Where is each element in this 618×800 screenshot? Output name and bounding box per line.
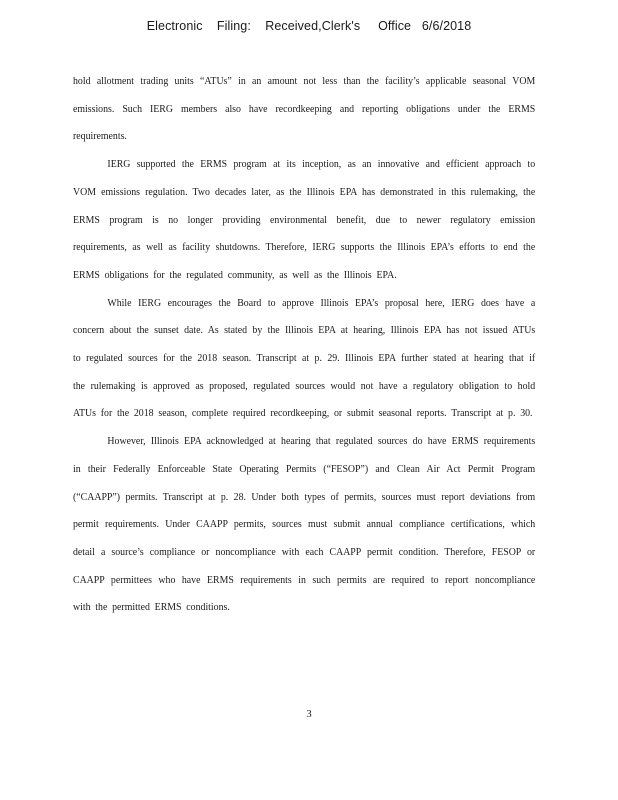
filing-stamp-header: [0, 19, 618, 33]
paragraph-sunset-concern: While IERG encourages the Board to approve Illinois EPA’s proposal here, IERG does have a concern about the sunset date. As stated by the Illinois EPA at hearing, Illinois EPA has not issued ATUs to regulated sources for the 2018 season. Transcript at p. 29. Illinois EPA further stated at hearing that if the rulemaking is approved as proposed, regulated sources would not have a regulatory obligation to hold ATUs for the 2018 season, complete required recordkeeping, or submit seasonal reports. Transcript at p. 30.: [73, 297, 536, 420]
paragraph-continuation: hold allotment trading units “ATUs” in an amount not less than the facility’s applicable seasonal VOM emissions. Such IERG members also have recordkeeping and reporting obligations under the ERMS requirements.: [73, 76, 536, 143]
document-body: [73, 68, 535, 622]
paragraph-ierg-support: IERG supported the ERMS program at its inception, as an innovative and efficient approach to VOM emissions regulation. Two decades later, as the Illinois EPA has demonstrated in this rulemaking, the ERMS program is no longer providing environmental benefit, due to newer regulatory emission requirements, as well as facility shutdowns. Therefore, IERG supports the Illinois EPA’s efforts to end the ERMS obligations for the regulated community, as well as the Illinois EPA.: [73, 159, 536, 281]
page-number: 3: [306, 709, 312, 720]
filing-stamp-text: Electronic Filing: Received,Clerk's Office 6/6/2018: [146, 19, 472, 33]
paragraph-permit-requirements: However, Illinois EPA acknowledged at hearing that regulated sources do have ERMS requirements in their Federally Enforceable State Operating Permits (“FESOP”) and Clean Air Act Permit Program (“CAAPP”) permits. Transcript at p. 28. Under both types of permits, sources must report deviations from permit requirements. Under CAAPP permits, sources must submit annual compliance certifications, which detail a source’s compliance or noncompliance with each CAAPP permit condition. Therefore, FESOP or CAAPP permittees who have ERMS requirements in such permits are required to report noncompliance with the permitted ERMS conditions.: [73, 436, 536, 614]
